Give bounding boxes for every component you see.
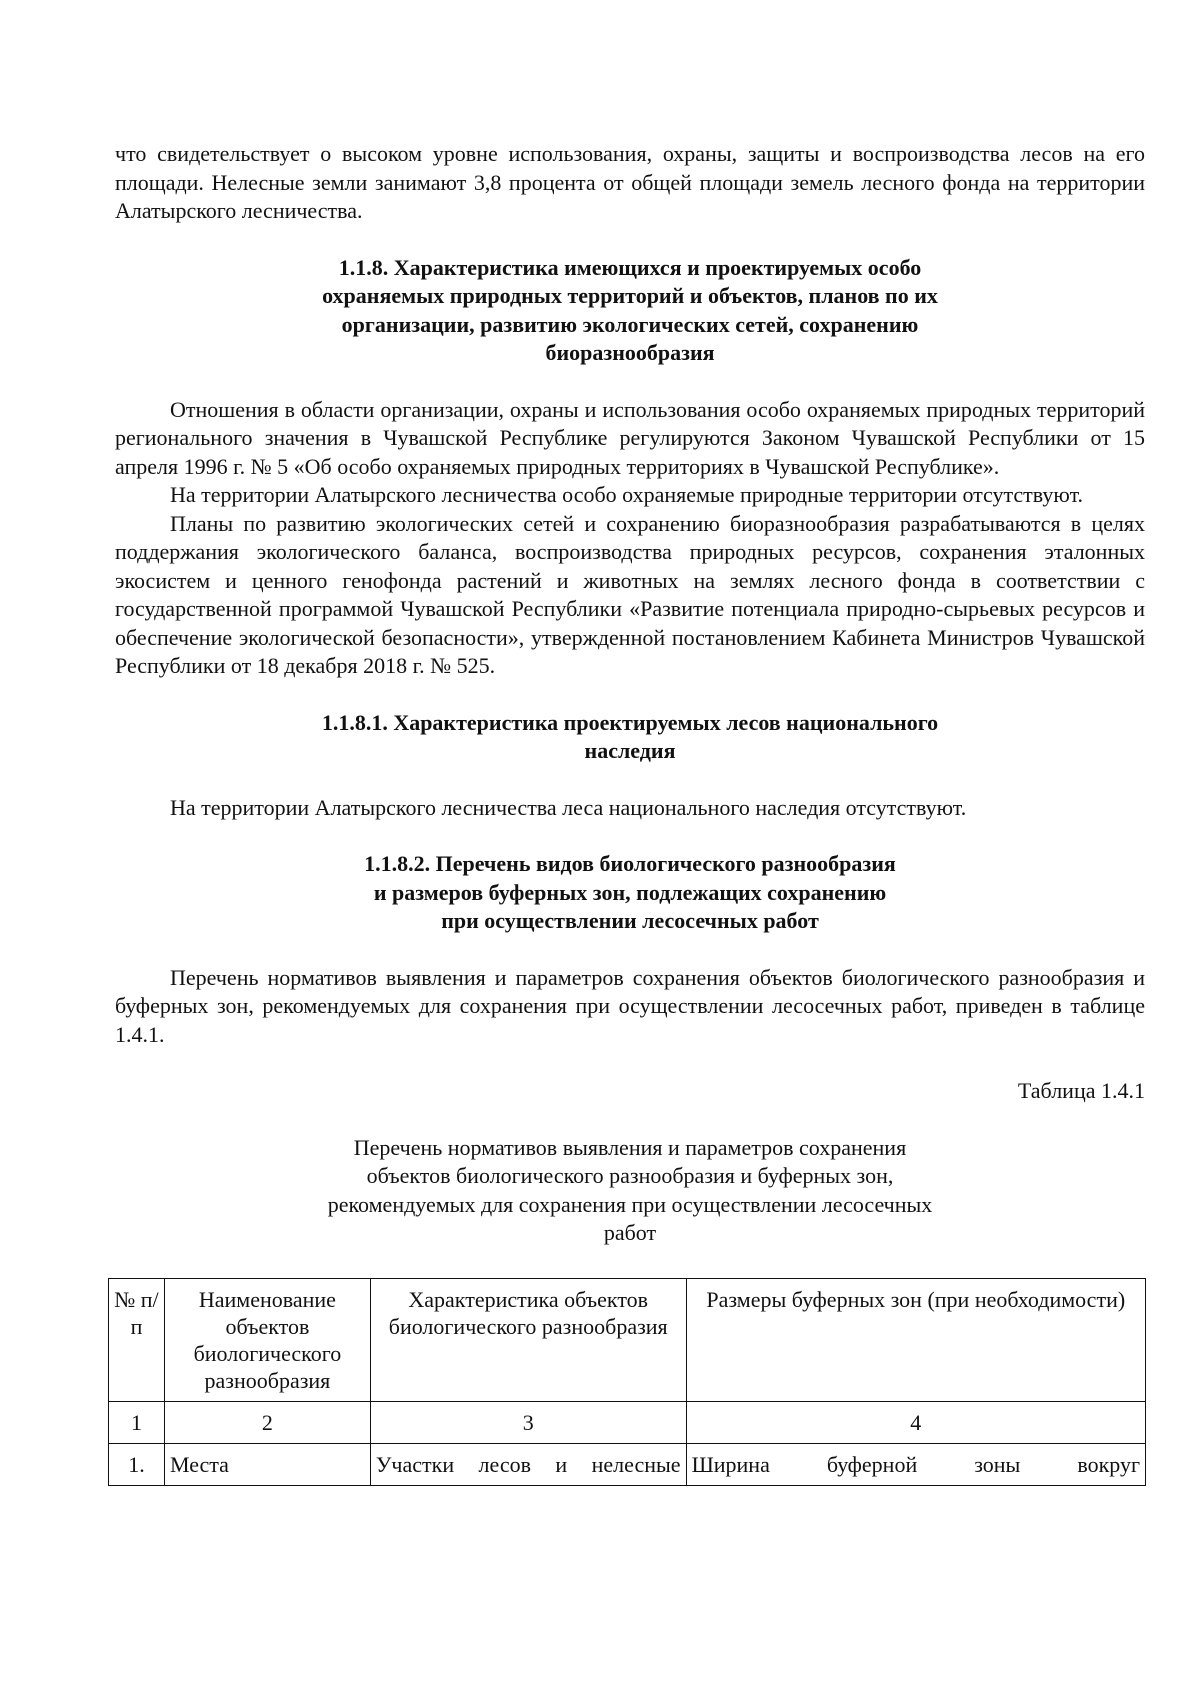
paragraph-absent-territories: На территории Алатырского лесничества особо охраняемые природные территории отсутствуют. <box>170 482 1084 507</box>
table-numbering-row <box>109 1401 1146 1443</box>
document-page <box>115 140 1145 1486</box>
header-buffer-zone-size: Размеры буферных зон (при необходимости) <box>686 1278 1145 1401</box>
table-cell: 3 <box>370 1401 686 1443</box>
paragraph-law: Отношения в области организации, охраны и использования особо охраняемых природных территорий регионального значения в Чувашской Республике регулируются Законом Чувашской Республики от 15 апреля 1996 г. № 5 «Об особо охраняемых природных территориях в Чувашской Республике». <box>115 396 1145 479</box>
header-object-name: Наименование объектов биологического разнообразия <box>164 1278 370 1401</box>
table-title-line: объектов биологического разнообразия и буферных зон, <box>366 1163 894 1188</box>
section-1-1-8-2-heading <box>115 850 1145 936</box>
heading-line: 1.1.8.2. Перечень видов биологического разнообразия <box>364 851 896 876</box>
paragraph-national-heritage: На территории Алатырского лесничества леса национального наследия отсутствуют. <box>170 794 967 820</box>
table-header-row <box>109 1278 1146 1401</box>
section-1-1-8-heading <box>115 254 1145 368</box>
table-caption: Таблица 1.4.1 <box>1017 1078 1145 1103</box>
table-title-line: Перечень нормативов выявления и параметров сохранения <box>353 1134 907 1160</box>
table-cell: Участки лесов и нелесные <box>370 1443 686 1485</box>
biodiversity-table <box>108 1278 1146 1486</box>
heading-line: охраняемых природных территорий и объектов, планов по их <box>322 283 938 308</box>
table-title <box>300 1134 960 1248</box>
heading-line: при осуществлении лесосечных работ <box>441 908 819 933</box>
intro-paragraph: что свидетельствует о высоком уровне использования, охраны, защиты и воспроизводства лесов на его площади. Нелесные земли занимают 3,8 процента от общей площади земель лесного фонда на территории Алатырского лесничества. <box>115 141 1145 223</box>
table-cell: 1 <box>109 1401 165 1443</box>
heading-line: 1.1.8. Характеристика имеющихся и проектируемых особо <box>338 254 922 280</box>
paragraph-table-reference: Перечень нормативов выявления и параметров сохранения объектов биологического разнообразия и буферных зон, рекомендуемых для сохранения при осуществлении лесосечных работ, приведен в таблице 1.4.1. <box>115 964 1145 1047</box>
heading-line: биоразнообразия <box>545 340 715 365</box>
paragraph-plans: Планы по развитию экологических сетей и сохранению биоразнообразия разрабатываются в целях поддержания экологического баланса, воспроизводства природных ресурсов, сохранения эталонных экосистем и ценного генофонда растений и животных на землях лесного фонда в соответствии с государственной программой Чувашской Республики «Развитие потенциала природно-сырьевых ресурсов и обеспечение экологической безопасности», утвержденной постановлением Кабинета Министров Чувашской Республики от 18 декабря 2018 г. № 525. <box>115 510 1145 678</box>
header-object-characteristics: Характеристика объектов биологического разнообразия <box>370 1278 686 1401</box>
heading-line: организации, развитию экологических сетей, сохранению <box>341 311 919 337</box>
heading-line: наследия <box>584 738 676 763</box>
table-cell: 2 <box>164 1401 370 1443</box>
table-title-line: работ <box>603 1220 657 1245</box>
header-number: № п/п <box>109 1278 165 1401</box>
table-title-line: рекомендуемых для сохранения при осуществлении лесосечных <box>327 1191 933 1217</box>
heading-line: и размеров буферных зон, подлежащих сохранению <box>373 879 887 905</box>
table-cell: Ширина буферной зоны вокруг <box>686 1443 1145 1485</box>
table-cell: Места <box>164 1443 370 1485</box>
table-cell: 1. <box>109 1443 165 1485</box>
section-1-1-8-1-heading <box>115 709 1145 766</box>
table-cell: 4 <box>686 1401 1145 1443</box>
table-row <box>109 1443 1146 1485</box>
heading-line: 1.1.8.1. Характеристика проектируемых лесов национального <box>321 709 939 735</box>
